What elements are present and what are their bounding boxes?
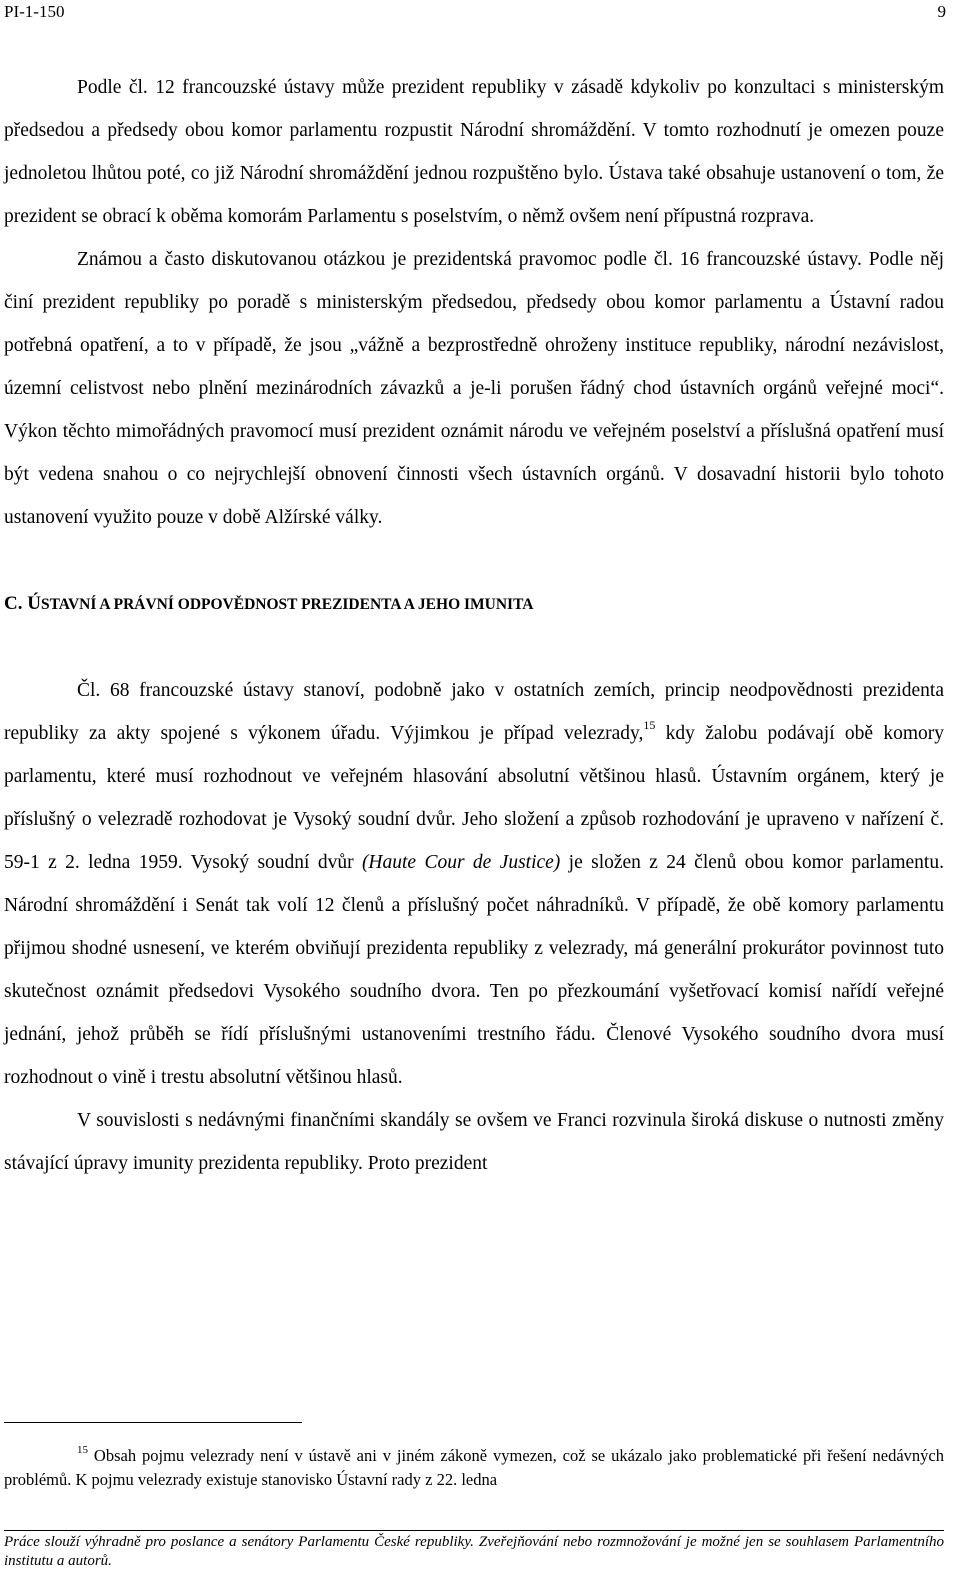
section-heading-title: STAVNÍ A PRÁVNÍ ODPOVĚDNOST PREZIDENTA A JEHO IMUNITA (40, 596, 534, 613)
footer-separator (4, 1530, 944, 1531)
text-segment: Čl. 68 francouzské ústavy stanoví, podobně jako v ostatních zemích, princip neodpovědnosti prezidenta republiky za akty spojené s výkonem úřadu. Výjimkou je případ velezrady, (4, 680, 944, 744)
section-heading (4, 582, 944, 626)
page-header (4, 2, 946, 26)
text-segment: kdy žalobu podávají obě komory parlamentu, které musí rozhodnout ve veřejném hlasování absolutní většinou hlasů. Ústavním orgánem, který je příslušný o velezradě rozhodovat je Vysoký soudní dvůr. Jeho složení a způsob rozhodování je upraveno v nařízení č. 59-1 z 2. ledna 1959. Vysoký soudní dvůr (4, 723, 944, 873)
page-footer (4, 1533, 944, 1571)
paragraph (4, 669, 944, 1099)
document-id: PI-1-150 (4, 2, 65, 21)
paragraph: Podle čl. 12 francouzské ústavy může prezident republiky v zásadě kdykoliv po konzultaci s ministerským předsedou a předsedy obou komor parlamentu rozpustit Národní shromáždění. V tomto rozhodnutí je omezen pouze jednoletou lhůtou poté, co již Národní shromáždění jednou rozpuštěno bylo. Ústava také obsahuje ustanovení o tom, že prezident se obrací k oběma komorám Parlamentu s poselstvím, o němž ovšem není přípustná rozprava. (4, 77, 944, 227)
page-number: 9 (937, 2, 946, 21)
paragraph: Známou a často diskutovanou otázkou je prezidentská pravomoc podle čl. 16 francouzské ústavy. Podle něj činí prezident republiky po poradě s ministerským předsedou, předsedy obou komor parlamentu a Ústavní radou potřebná opatření, a to v případě, že jsou „vážně a bezprostředně ohroženy instituce republiky, národní nezávislost, územní celistvost nebo plnění mezinárodních závazků a je-li porušen řádný chod ústavních orgánů veřejné moci“. Výkon těchto mimořádných pravomocí musí prezident oznámit národu ve veřejném poselství a příslušná opatření musí být vedena snahou o co nejrychlejší obnovení činnosti všech ústavních orgánů. V dosavadní historii bylo tohoto ustanovení využito pouze v době Alžírské války. (4, 249, 944, 528)
body-text (4, 66, 944, 1185)
section-heading-prefix: C. Ú (4, 593, 41, 614)
footer-notice: Práce slouží výhradně pro poslance a senátory Parlamentu České republiky. Zveřejňování nebo rozmnožování je možné jen se souhlasem Parlamentního institutu a autorů. (4, 1534, 944, 1569)
footnote-number: 15 (77, 1444, 88, 1456)
footnote-reference[interactable]: 15 (643, 718, 656, 732)
footnote (4, 1444, 944, 1492)
italic-term: (Haute Cour de Justice) (361, 852, 561, 873)
text-segment: je složen z 24 členů obou komor parlamentu. Národní shromáždění i Senát tak volí 12 členů a příslušný počet náhradníků. V případě, že obě komory parlamentu přijmou shodné usnesení, ve kterém obviňují prezidenta republiky z velezrady, má generální prokurátor povinnost tuto skutečnost oznámit předsedovi Vysokého soudního dvora. Ten po přezkoumání vyšetřovací komisí nařídí veřejné jednání, jehož průběh se řídí příslušnými ustanoveními trestního řádu. Členové Vysokého soudního dvora musí rozhodnout o vině i trestu absolutní většinou hlasů. (4, 852, 944, 1088)
footnote-separator (4, 1422, 302, 1423)
spacer (4, 626, 944, 669)
paragraph: V souvislosti s nedávnými finančními skandály se ovšem ve Franci rozvinula široká diskuse o nutnosti změny stávající úpravy imunity prezidenta republiky. Proto prezident (4, 1110, 944, 1174)
footnote-text: Obsah pojmu velezrady není v ústavě ani v jiném zákoně vymezen, což se ukázalo jako problematické při řešení nedávných problémů. K pojmu velezrady existuje stanovisko Ústavní rady z 22. ledna (4, 1446, 944, 1489)
